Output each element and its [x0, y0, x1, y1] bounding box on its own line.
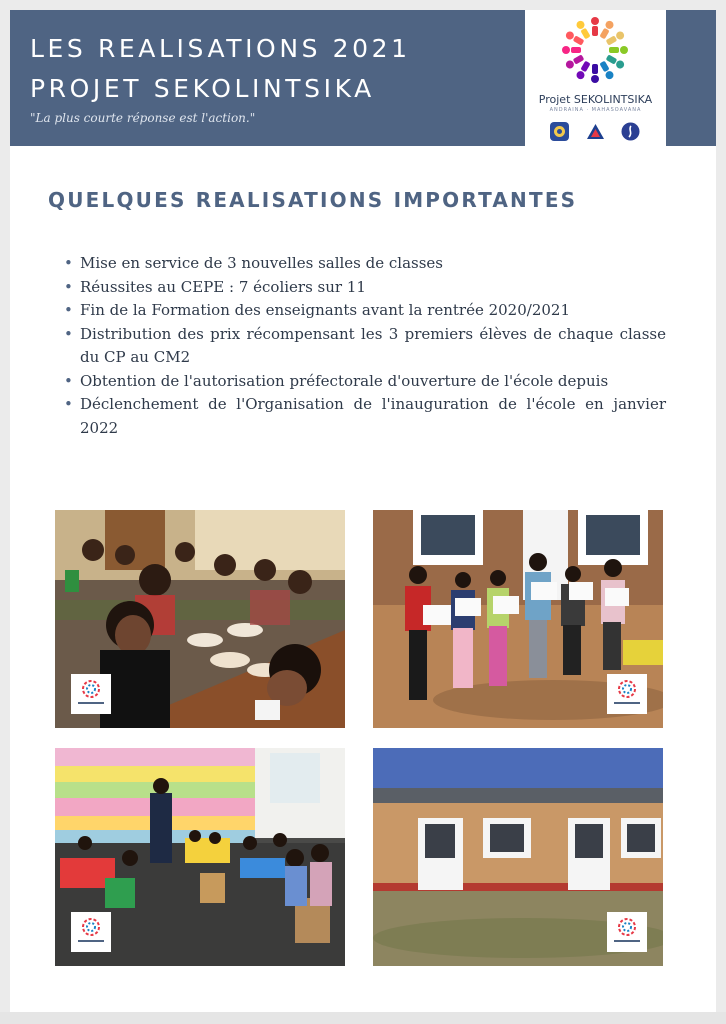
list-item — [62, 276, 666, 300]
photo-children-eating — [55, 510, 345, 728]
list-item — [62, 323, 666, 370]
photo-preschool-classroom — [55, 748, 345, 966]
achievements-list — [62, 252, 666, 440]
photo-stamp-logo — [607, 912, 647, 952]
list-item-text: Fin de la Formation des enseignants avant la rentrée 2020/2021 — [80, 301, 570, 319]
tagline: "La plus courte réponse est l'action." — [30, 111, 256, 125]
list-item-text: Réussites au CEPE : 7 écoliers sur 11 — [80, 277, 366, 296]
project-logo — [525, 10, 666, 146]
list-item-text: Obtention de l'autorisation préfectorale d'ouverture de l'école depuis — [80, 371, 609, 390]
flyer-page — [10, 10, 716, 1014]
header-banner — [10, 10, 716, 146]
bullet-icon: • — [64, 324, 73, 343]
photo-stamp-logo — [71, 674, 111, 714]
list-item-text: Déclenchement de l'Organisation de l'inauguration de l'école en janvier 2022 — [80, 395, 666, 437]
title-line-1: LES REALISATIONS 2021 — [30, 34, 411, 63]
title-line-2: PROJET SEKOLINTSIKA — [30, 74, 375, 103]
partner-logo-3-icon — [621, 122, 640, 141]
photo-stamp-logo — [607, 674, 647, 714]
logo-subtitle: ANDRAINA · MAHASOAVANA — [549, 107, 642, 113]
photo-new-building — [373, 748, 663, 966]
bullet-icon: • — [64, 301, 73, 319]
colorful-people-circle-icon — [525, 10, 666, 92]
colorful-people-circle-icon — [71, 912, 111, 952]
bullet-icon: • — [64, 371, 73, 390]
section-title: QUELQUES REALISATIONS IMPORTANTES — [48, 188, 578, 212]
bullet-icon: • — [64, 254, 73, 272]
bullet-icon: • — [64, 395, 73, 413]
list-item — [62, 252, 666, 276]
list-item — [62, 370, 666, 394]
partner-logo-2-icon — [586, 122, 605, 141]
list-item-text: Distribution des prix récompensant les 3 premiers élèves de chaque classe du CP au CM2 — [80, 324, 666, 366]
list-item — [62, 299, 666, 323]
logo-name: Projet SEKOLINTSIKA — [538, 93, 653, 106]
colorful-people-circle-icon — [71, 674, 111, 714]
bullet-icon: • — [64, 277, 73, 296]
list-item-text: Mise en service de 3 nouvelles salles de classes — [80, 254, 444, 272]
page-bottom-edge — [0, 1012, 726, 1024]
list-item — [62, 393, 666, 440]
photo-stamp-logo — [71, 912, 111, 952]
photo-certificates — [373, 510, 663, 728]
colorful-people-circle-icon — [607, 674, 647, 714]
colorful-people-circle-icon — [607, 912, 647, 952]
partner-logo-1-icon — [550, 122, 569, 141]
